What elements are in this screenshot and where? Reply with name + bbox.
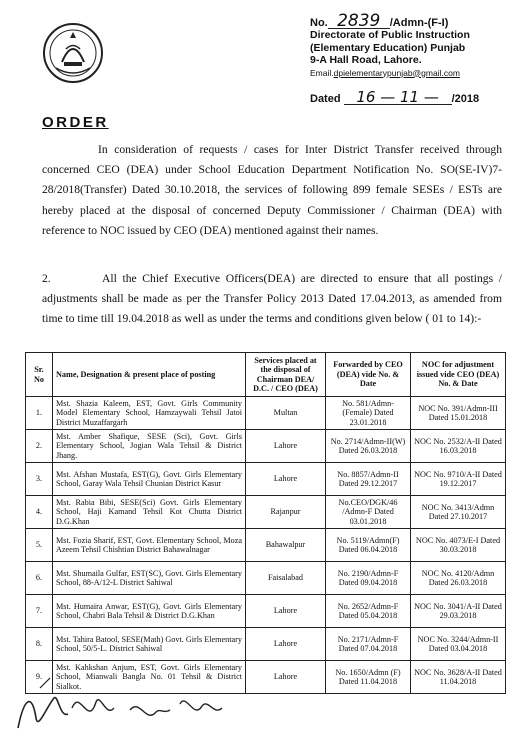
signature-scribbles [10, 668, 250, 738]
letterhead-block [310, 11, 525, 106]
row-placed-at: Bahawalpur [246, 529, 326, 562]
row-noc: NOC No. 3244/Admn-II Dated 03.04.2018 [411, 628, 506, 661]
letter-date [310, 87, 525, 106]
row-noc: NOC No. 3413/Admn Dated 27.10.2017 [411, 496, 506, 529]
row-sr: 3. [26, 463, 53, 496]
email-label: Email. [310, 67, 334, 78]
row-placed-at: Faisalabad [246, 562, 326, 595]
row-sr: 7. [26, 595, 53, 628]
office-name-line1: Directorate of Public Instruction [310, 29, 470, 41]
row-placed-at: Lahore [246, 463, 326, 496]
row-name: Mst. Amber Shafique, SESE (Sci), Govt. Girls Elementary School, Jogian Wala Tehsil & District Jhang. [53, 430, 246, 463]
paragraph-2-text: All the Chief Executive Officers(DEA) are directed to ensure that all postings / adjustments shall be made as per the Transfer Policy 2013 Dated 17.04.2013, as amended from time to time till 19.04.2018 as well as under the terms and conditions given below ( 01 to 14):- [42, 272, 502, 326]
row-forwarded: No. 2714/Admn-II(W) Dated 26.03.2018 [326, 430, 411, 463]
table-row [26, 397, 506, 430]
row-noc: NOC No. 2532/A-II Dated 16.03.2018 [411, 430, 506, 463]
table-row [26, 562, 506, 595]
row-sr: 4. [26, 496, 53, 529]
table-row [26, 529, 506, 562]
row-noc: NOC No. 3628/A-II Dated 11.04.2018 [411, 661, 506, 694]
order-title: ORDER [42, 114, 109, 131]
row-name: Mst. Kahkshan Anjum, EST, Govt. Girls Elementary School, Mianwali Bangla No. 01 Tehsil & District Sialkot. [53, 661, 246, 694]
row-placed-at: Lahore [246, 661, 326, 694]
row-noc: NOC No. 3041/A-II Dated 29.03.2018 [411, 595, 506, 628]
dated-handwritten: 16 — 11 — [344, 91, 452, 105]
header-sr: Sr. No [26, 353, 53, 397]
letter-number-value: 2839 [328, 14, 390, 29]
row-forwarded: No. 2190/Admn-F Dated 09.04.2018 [326, 562, 411, 595]
row-sr: 1. [26, 397, 53, 430]
office-name-line2: (Elementary Education) Punjab [310, 41, 466, 54]
header-services: Services placed at the disposal of Chairman DEA/ D.C. / CEO (DEA) [246, 353, 326, 397]
row-forwarded: No. 1650/Admn (F) Dated 11.04.2018 [326, 661, 411, 694]
table-row [26, 430, 506, 463]
email-address: dpielementarypunjab@gmail.com [333, 67, 460, 78]
row-noc: NOC No. 4120/Admn Dated 26.03.2018 [411, 562, 506, 595]
row-sr: 9. [26, 661, 53, 694]
row-name: Mst. Tahira Batool, SESE(Math) Govt. Girls Elementary School, 50/5-L. District Sahiwal [53, 628, 246, 661]
punjab-emblem-icon [42, 22, 104, 84]
row-noc: NOC No. 9710/A-II Dated 19.12.2017 [411, 463, 506, 496]
row-placed-at: Multan [246, 397, 326, 430]
paragraph-1: In consideration of requests / cases for Inter District Transfer received through concerned CEO (DEA) under School Education Department Notification No. SO(SE-IV)7-28/2018(Transfer) Dated 30.10.2018, the services of following 899 female SESEs / ESTs are hereby placed at the disposal of concerned Deputy Commissioner / Chairman (DEA) with reference to NOC issued by CEO (DEA) mentioned against their names. [42, 143, 502, 237]
row-name: Mst. Fozia Sharif, EST, Govt. Elementary School, Moza Azeem Tehsil Chishtian District Bahawalnagar [53, 529, 246, 562]
row-forwarded: No. 2171/Admn-F Dated 07.04.2018 [326, 628, 411, 661]
header-noc: NOC for adjustment issued vide CEO (DEA) No. & Date [411, 353, 506, 397]
row-name: Mst. Afshan Mustafa, EST(G), Govt. Girls Elementary School, Garay Wala Tehsil Chunian District Kasur [53, 463, 246, 496]
header-forwarded: Forwarded by CEO (DEA) vide No. & Date [326, 353, 411, 397]
table-header-row [26, 353, 506, 397]
paragraph-2-number: 2. [42, 272, 51, 285]
table-row [26, 595, 506, 628]
row-placed-at: Lahore [246, 430, 326, 463]
office-email [310, 67, 525, 79]
row-placed-at: Lahore [246, 595, 326, 628]
table-row [26, 463, 506, 496]
letter-number-prefix: No. [310, 17, 328, 29]
row-sr: 5. [26, 529, 53, 562]
row-sr: 2. [26, 430, 53, 463]
row-name: Mst. Rabia Bibi, SESE(Sci) Govt. Girls Elementary School, Haji Kamand Tehsil Kot Chutta District D.G.Khan [53, 496, 246, 529]
row-forwarded: No. 2652/Admn-F Dated 05.04.2018 [326, 595, 411, 628]
row-placed-at: Rajanpur [246, 496, 326, 529]
row-sr: 6. [26, 562, 53, 595]
letter-number-suffix: /Admn-(F-I) [389, 17, 449, 29]
header-name: Name, Designation & present place of posting [53, 353, 246, 397]
row-forwarded: No. 581/Admn-(Female) Dated 23.01.2018 [326, 397, 411, 430]
row-name: Mst. Shazia Kaleem, EST, Govt. Girls Community Model Elementary School, Hamzaywali Tehsil Jatoi District Muzaffargarh [53, 397, 246, 430]
row-forwarded: No. 8857/Admn-II Dated 29.12.2017 [326, 463, 411, 496]
dated-year: /2018 [451, 92, 480, 105]
transfer-table [25, 352, 506, 694]
table-row [26, 496, 506, 529]
row-noc: NOC No. 391/Admn-III Dated 15.01.2018 [411, 397, 506, 430]
office-address: 9-A Hall Road, Lahore. [310, 54, 422, 66]
row-placed-at: Lahore [246, 628, 326, 661]
dated-label: Dated [310, 92, 341, 105]
row-forwarded: No. 5119/Admn(F) Dated 06.04.2018 [326, 529, 411, 562]
row-name: Mst. Humaira Anwar, EST(G), Govt. Girls Elementary School, Chabri Bala Tehsil & District D.G.Khan [53, 595, 246, 628]
row-noc: NOC No. 4073/E-I Dated 30.03.2018 [411, 529, 506, 562]
table-row [26, 628, 506, 661]
paragraph-2 [42, 269, 502, 330]
row-sr: 8. [26, 628, 53, 661]
letter-number [310, 11, 525, 31]
row-name: Mst. Shumaila Gulfar, EST(SC), Govt. Girls Elementary School, 88-A/12-L District Sahiwal [53, 562, 246, 595]
row-forwarded: No.CEO/DGK/46 /Admn-F Dated 03.01.2018 [326, 496, 411, 529]
